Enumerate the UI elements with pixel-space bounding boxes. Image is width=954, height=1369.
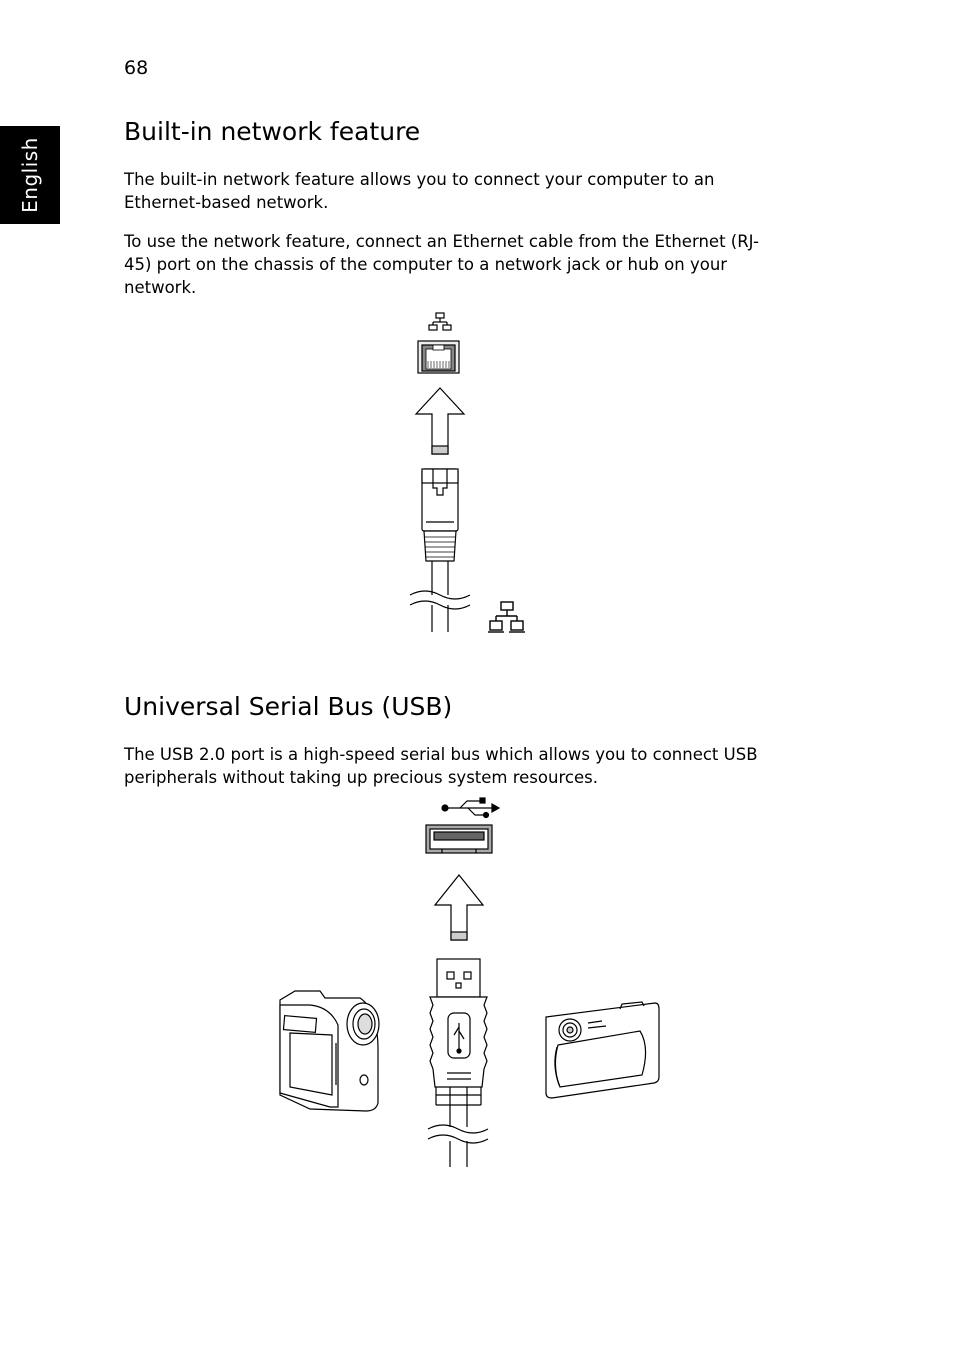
camcorder-icon [280, 991, 379, 1111]
network-usage-paragraph: To use the network feature, connect an Ethernet cable from the Ethernet (RJ-45) port on the chassis of the computer to a network jack or hub on your network. [124, 232, 759, 297]
usb-cable [428, 1105, 488, 1167]
up-arrow-icon [416, 388, 464, 454]
ethernet-plug-icon [422, 469, 458, 561]
network-intro-paragraph: The built-in network feature allows you to connect your computer to an Ethernet-based network. [124, 170, 715, 212]
language-tab [0, 126, 60, 224]
usb-symbol-icon [442, 798, 499, 818]
usb-intro-paragraph: The USB 2.0 port is a high-speed serial bus which allows you to connect USB peripherals without taking up precious system resources. [124, 745, 758, 787]
ethernet-connection-illustration [400, 305, 540, 640]
up-arrow-icon [435, 875, 483, 940]
language-tab-label: English [18, 137, 42, 213]
usb-section-heading: Universal Serial Bus (USB) [124, 692, 453, 721]
digital-camera-icon [546, 1002, 659, 1098]
page-number: 68 [124, 57, 149, 79]
ethernet-port-icon [418, 341, 459, 373]
ethernet-cable [410, 561, 470, 632]
usb-connection-illustration [270, 795, 670, 1175]
network-icon-large [488, 602, 525, 632]
network-icon [429, 313, 451, 330]
usb-plug-icon [430, 959, 487, 1105]
usb-port-icon [426, 825, 492, 853]
network-section-heading: Built-in network feature [124, 117, 421, 146]
